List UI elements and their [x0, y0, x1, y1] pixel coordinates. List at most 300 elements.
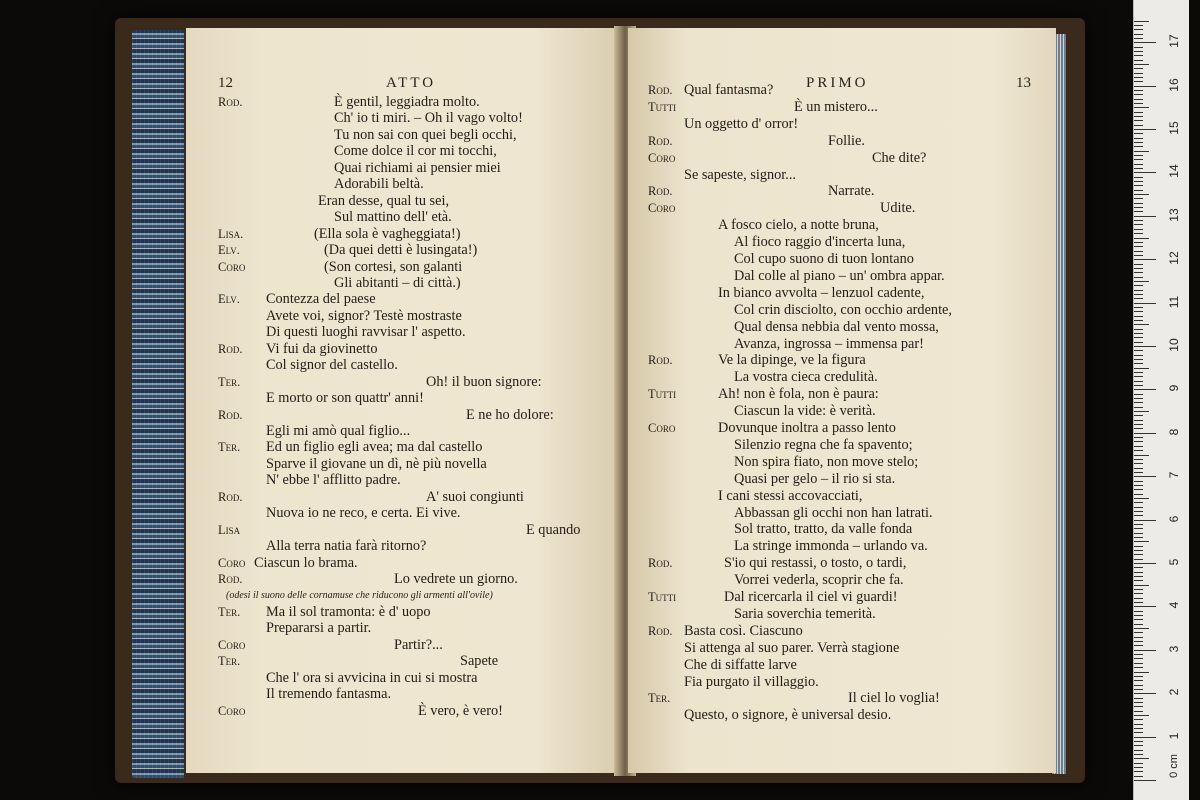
ruler-tick [1134, 346, 1156, 347]
verse-line: Dal colle al piano – un' ombra appar. [734, 267, 945, 284]
ruler-tick [1134, 767, 1143, 768]
verse-line: Follie. [828, 132, 865, 149]
measuring-ruler [1133, 0, 1189, 800]
ruler-tick [1134, 528, 1143, 529]
verse-line: Non spira fiato, non move stelo; [734, 453, 919, 470]
ruler-tick [1134, 541, 1149, 542]
ruler-tick [1134, 724, 1143, 725]
ruler-tick [1134, 533, 1143, 534]
ruler-tick [1134, 342, 1143, 343]
ruler-tick [1134, 324, 1149, 325]
ruler-tick [1134, 376, 1143, 377]
ruler-tick [1134, 99, 1143, 100]
ruler-tick [1134, 185, 1143, 186]
ruler-tick [1134, 698, 1143, 699]
ruler-tick [1134, 489, 1143, 490]
speaker-label: Ter. [218, 604, 241, 619]
speaker-label: Rod. [218, 407, 243, 422]
verse-line: Che l' ora si avvicina in cui si mostra [266, 669, 478, 686]
ruler-tick [1134, 21, 1149, 22]
verse-line: È un mistero... [794, 98, 878, 115]
verse-line: E quando [526, 521, 581, 538]
ruler-tick [1134, 750, 1143, 751]
ruler-tick [1134, 25, 1143, 26]
ruler-number: 4 [1167, 602, 1181, 609]
verse-line: N' ebbe l' afflitto padre. [266, 472, 401, 489]
ruler-tick [1134, 672, 1149, 673]
ruler-tick [1134, 415, 1143, 416]
speaker-label: Rod. [648, 133, 673, 148]
ruler-number: 12 [1167, 251, 1181, 265]
verse-line: Dal ricercarla il ciel vi guardi! [724, 589, 898, 605]
ruler-tick [1134, 741, 1143, 742]
ruler-tick [1134, 676, 1143, 677]
verse-line: Che di siffatte larve [684, 656, 797, 673]
ruler-tick [1134, 29, 1143, 30]
ruler-tick [1134, 133, 1143, 134]
ruler-tick [1134, 433, 1156, 434]
ruler-tick [1134, 181, 1143, 182]
verse-line: Qual fantasma? [684, 82, 774, 98]
verse-line: Vi fui da giovinetto [266, 340, 378, 357]
ruler-tick [1134, 485, 1143, 486]
verse-line: Come dolce il cor mi tocchi, [334, 143, 497, 160]
verse-line: Col signor del castello. [266, 357, 398, 374]
ruler-tick [1134, 177, 1143, 178]
ruler-tick [1134, 680, 1143, 681]
ruler-number: 16 [1167, 77, 1181, 92]
verse-line: Quasi per gelo – il rio si sta. [734, 470, 896, 487]
ruler-tick [1134, 641, 1143, 642]
verse-line: (Son cortesi, son galanti [324, 258, 463, 275]
verse-line: Questo, o signore, è universal desio. [684, 707, 892, 724]
speaker-label: Tutti [648, 387, 677, 402]
ruler-tick [1134, 251, 1143, 252]
ruler-tick [1134, 233, 1143, 234]
ruler-number: 1 [1167, 732, 1181, 739]
ruler-tick [1134, 737, 1156, 738]
speaker-label: Rod. [648, 353, 673, 368]
verse-line: Tu non sai con quei begli occhi, [334, 126, 517, 143]
ruler-tick [1134, 381, 1143, 382]
verse-line: In bianco avvolta – lenzuol cadente, [718, 284, 925, 301]
verse-line: Dovunque inoltra a passo lento [718, 420, 896, 436]
verse-line: Che dite? [872, 149, 927, 166]
ruler-tick [1134, 515, 1143, 516]
speaker-label: Ter. [218, 374, 241, 389]
ruler-tick [1134, 255, 1143, 256]
ruler-tick [1134, 654, 1143, 655]
ruler-tick [1134, 476, 1156, 477]
ruler-tick [1134, 363, 1143, 364]
page-number-left: 12 [218, 75, 233, 91]
verse-line: Sol tratto, tratto, da valle fonda [734, 521, 913, 538]
speaker-label: Tutti [648, 590, 677, 604]
ruler-tick [1134, 389, 1156, 390]
ruler-tick [1134, 34, 1143, 35]
ruler-tick [1134, 637, 1143, 638]
ruler-tick [1134, 589, 1143, 590]
verse-line: Vorrei vederla, scoprir che fa. [734, 572, 904, 589]
verse-line: Egli mi amò qual figlio... [266, 423, 411, 439]
ruler-tick [1134, 224, 1143, 225]
verse-line: E morto or son quattr' anni! [266, 390, 424, 407]
ruler-tick [1134, 229, 1143, 230]
ruler-tick [1134, 554, 1143, 555]
ruler-tick [1134, 576, 1143, 577]
ruler-tick [1134, 51, 1143, 52]
ruler-tick [1134, 64, 1149, 65]
speaker-label: Lisa. [218, 226, 244, 241]
verse-line: Se sapeste, signor... [684, 166, 796, 183]
speaker-label: Rod. [218, 489, 243, 504]
ruler-tick [1134, 285, 1143, 286]
verse-line: Contezza del paese [266, 291, 376, 308]
ruler-tick [1134, 559, 1143, 560]
ruler-tick [1134, 198, 1143, 199]
right-page [628, 28, 1056, 773]
ruler-tick [1134, 38, 1143, 39]
ruler-number: 3 [1167, 645, 1181, 653]
ruler-tick [1134, 706, 1143, 707]
ruler-tick [1134, 316, 1143, 317]
ruler-tick [1134, 632, 1143, 633]
verse-line: Ciascun la vide: è verità. [734, 403, 876, 420]
verse-line: Qual densa nebbia dal vento mossa, [734, 318, 939, 335]
verse-line: I cani stessi accovacciati, [718, 487, 863, 504]
ruler-number: 13 [1167, 208, 1181, 222]
ruler-tick [1134, 498, 1149, 499]
ruler-tick [1134, 407, 1143, 408]
verse-line: La stringe immonda – urlando va. [734, 538, 928, 555]
ruler-tick [1134, 624, 1143, 625]
verse-line: Un oggetto d' orror! [684, 115, 799, 132]
ruler-tick [1134, 242, 1143, 243]
speaker-label: Coro [218, 259, 246, 274]
left-page [186, 28, 620, 773]
ruler-tick [1134, 693, 1156, 694]
ruler-tick [1134, 758, 1149, 759]
verse-line: Prepararsi a partir. [266, 620, 372, 637]
ruler-tick [1134, 155, 1143, 156]
verse-line: È vero, è vero! [418, 702, 503, 719]
ruler-tick [1134, 441, 1143, 442]
ruler-tick [1134, 411, 1149, 412]
ruler-tick [1134, 520, 1156, 521]
verse-line: E ne ho dolore: [466, 406, 554, 423]
ruler-tick [1134, 277, 1143, 278]
ruler-tick [1134, 771, 1143, 772]
speaker-label: Coro [648, 421, 676, 435]
ruler-tick [1134, 593, 1143, 594]
ruler-tick [1134, 763, 1143, 764]
verse-line: Col cupo suono di tuon lontano [734, 251, 914, 267]
ruler-tick [1134, 125, 1143, 126]
verse-line: Ed un figlio egli avea; ma dal castello [266, 439, 483, 456]
ruler-tick [1134, 537, 1143, 538]
ruler-tick [1134, 264, 1143, 265]
ruler-tick [1134, 220, 1143, 221]
verse-line: Adorabili beltà. [334, 176, 424, 193]
ruler-tick [1134, 424, 1143, 425]
speaker-label: Rod. [218, 341, 243, 356]
running-head-right: PRIMO [806, 75, 869, 91]
ruler-tick [1134, 129, 1156, 130]
speaker-label: Coro [218, 555, 246, 570]
ruler-tick [1134, 303, 1156, 304]
ruler-tick [1134, 238, 1149, 239]
verse-line: Sapete [460, 653, 499, 670]
verse-line: La vostra cieca credulità. [734, 369, 878, 386]
ruler-tick [1134, 142, 1143, 143]
ruler-tick [1134, 55, 1143, 56]
ruler-tick [1134, 103, 1143, 104]
verse-line: Lo vedrete un giorno. [394, 571, 518, 588]
ruler-tick [1134, 615, 1143, 616]
ruler-tick [1134, 611, 1143, 612]
ruler-tick [1134, 355, 1143, 356]
speaker-label: Coro [218, 703, 246, 718]
ruler-tick [1134, 203, 1143, 204]
verse-line: Avanza, ingrossa – immensa par! [734, 335, 924, 352]
verse-line: A' suoi congiunti [426, 488, 524, 505]
ruler-tick [1134, 507, 1143, 508]
ruler-number: 10 [1167, 338, 1181, 352]
ruler-tick [1134, 311, 1143, 312]
verse-line: Ah! non è fola, non è paura: [718, 386, 879, 403]
ruler-tick [1134, 546, 1143, 547]
ruler-unit-label: 0 cm [1167, 754, 1180, 778]
ruler-tick [1134, 463, 1143, 464]
ruler-tick [1134, 719, 1143, 720]
speaker-label: Coro [648, 150, 676, 165]
ruler-tick [1134, 420, 1143, 421]
ruler-tick [1134, 294, 1143, 295]
ruler-tick [1134, 428, 1143, 429]
ruler-tick [1134, 402, 1143, 403]
ruler-tick [1134, 320, 1143, 321]
verse-line: Alla terra natia farà ritorno? [266, 538, 427, 555]
ruler-tick [1134, 350, 1143, 351]
ruler-tick [1134, 702, 1143, 703]
ruler-tick [1134, 207, 1143, 208]
verse-line: (Da quei detti è lusingata!) [324, 242, 478, 259]
verse-line: Si attenga al suo parer. Verrà stagione [684, 639, 900, 656]
verse-line: Ch' io ti miri. – Oh il vago volto! [334, 110, 523, 127]
ruler-tick [1134, 602, 1143, 603]
verse-line: Il tremendo fantasma. [266, 686, 392, 703]
speaker-label: Ter. [218, 440, 241, 455]
ruler-number: 14 [1167, 164, 1181, 179]
ruler-tick [1134, 598, 1143, 599]
verse-line: Ve la dipinge, ve la figura [718, 352, 866, 369]
speaker-label: Rod. [648, 184, 673, 199]
ruler-tick [1134, 368, 1149, 369]
page-number-right: 13 [1016, 75, 1031, 91]
speaker-label: Rod. [648, 83, 673, 97]
ruler-tick [1134, 159, 1143, 160]
ruler-tick [1134, 745, 1143, 746]
verse-line: (Ella sola è vagheggiata!) [314, 225, 461, 242]
ruler-tick [1134, 658, 1143, 659]
speaker-label: Elv. [218, 292, 240, 307]
ruler-tick [1134, 290, 1143, 291]
ruler-tick [1134, 164, 1143, 165]
ruler-tick [1134, 77, 1143, 78]
ruler-tick [1134, 307, 1143, 308]
verse-line: Ma il sol tramonta: è d' uopo [266, 603, 431, 620]
ruler-number: 15 [1167, 121, 1181, 135]
speaker-label: Rod. [648, 556, 673, 571]
ruler-tick [1134, 481, 1143, 482]
verse-line: Partir?... [394, 636, 443, 653]
verse-line: Oh! il buon signore: [426, 373, 542, 390]
ruler-tick [1134, 667, 1143, 668]
ruler-tick [1134, 585, 1149, 586]
ruler-tick [1134, 116, 1143, 117]
speaker-label: Rod. [218, 572, 243, 587]
verse-line: Il ciel lo voglia! [848, 690, 940, 707]
speaker-label: Ter. [648, 691, 671, 706]
ruler-number: 9 [1167, 385, 1181, 392]
ruler-tick [1134, 628, 1149, 629]
ruler-tick [1134, 650, 1156, 651]
speaker-label: Ter. [218, 654, 241, 669]
verse-line: Abbassan gli occhi non han latrati. [734, 504, 933, 521]
verse-line: S'io qui restassi, o tosto, o tardi, [724, 555, 907, 572]
ruler-tick [1134, 732, 1143, 733]
ruler-tick [1134, 728, 1143, 729]
ruler-tick [1134, 298, 1143, 299]
verse-line: Di questi luoghi ravvisar l' aspetto. [266, 324, 466, 341]
ruler-tick [1134, 446, 1143, 447]
ruler-tick [1134, 567, 1143, 568]
verse-line: Sparve il giovane un dì, nè più novella [266, 455, 487, 472]
verse-line: Al fioco raggio d'incerta luna, [734, 234, 906, 251]
ruler-tick [1134, 211, 1143, 212]
ruler-tick [1134, 455, 1149, 456]
speaker-label: Lisa [218, 522, 241, 537]
ruler-tick [1134, 715, 1149, 716]
verse-line: Sul mattino dell' età. [334, 209, 452, 226]
ruler-tick [1134, 437, 1143, 438]
ruler-tick [1134, 689, 1143, 690]
speaker-label: Coro [648, 201, 676, 216]
ruler-tick [1134, 86, 1156, 87]
ruler-tick [1134, 333, 1143, 334]
ruler-tick [1134, 563, 1156, 564]
ruler-tick [1134, 190, 1143, 191]
ruler-tick [1134, 780, 1156, 781]
ruler-number: 11 [1167, 295, 1181, 308]
ruler-tick [1134, 73, 1143, 74]
ruler-tick [1134, 359, 1143, 360]
verse-line: Eran desse, qual tu sei, [318, 192, 450, 209]
ruler-tick [1134, 511, 1143, 512]
ruler-tick [1134, 146, 1143, 147]
ruler-tick [1134, 663, 1143, 664]
ruler-tick [1134, 216, 1156, 217]
speaker-label: Rod. [648, 623, 673, 638]
ruler-number: 5 [1167, 558, 1181, 566]
ruler-tick [1134, 394, 1143, 395]
ruler-tick [1134, 268, 1143, 269]
speaker-label: Coro [218, 637, 246, 652]
ruler-number: 2 [1167, 688, 1181, 696]
verse-line: È gentil, leggiadra molto. [334, 94, 480, 110]
ruler-tick [1134, 107, 1149, 108]
ruler-tick [1134, 168, 1143, 169]
ruler-tick [1134, 81, 1143, 82]
ruler-tick [1134, 68, 1143, 69]
ruler-tick [1134, 281, 1149, 282]
verse-line: Basta così. Ciascuno [684, 622, 803, 639]
ruler-tick [1134, 711, 1143, 712]
ruler-tick [1134, 151, 1149, 152]
verse-line: Fia purgato il villaggio. [684, 673, 819, 690]
ruler-tick [1134, 502, 1143, 503]
ruler-tick [1134, 337, 1143, 338]
verse-line: Ciascun lo brama. [254, 554, 358, 571]
ruler-tick [1134, 246, 1143, 247]
ruler-tick [1134, 472, 1143, 473]
ruler-tick [1134, 172, 1156, 173]
ruler-tick [1134, 550, 1143, 551]
ruler-tick [1134, 685, 1143, 686]
ruler-tick [1134, 459, 1143, 460]
ruler-tick [1134, 60, 1143, 61]
verse-line: Udite. [880, 200, 916, 217]
ruler-tick [1134, 329, 1143, 330]
ruler-tick [1134, 259, 1156, 260]
ruler-tick [1134, 120, 1143, 121]
ruler-tick [1134, 138, 1143, 139]
ruler-tick [1134, 606, 1156, 607]
verse-line: Quai richiami ai pensier miei [334, 159, 501, 176]
ruler-number: 8 [1167, 428, 1181, 436]
ruler-tick [1134, 524, 1143, 525]
ruler-tick [1134, 398, 1143, 399]
speaker-label: Rod. [218, 95, 243, 109]
ruler-tick [1134, 776, 1143, 777]
ruler-tick [1134, 468, 1143, 469]
ruler-tick [1134, 94, 1143, 95]
stage-direction: (odesi il suono delle cornamuse che riducono gli armenti all'ovile) [226, 589, 493, 601]
ruler-tick [1134, 42, 1156, 43]
ruler-number: 6 [1167, 515, 1181, 522]
verse-line: Narrate. [828, 183, 875, 200]
ruler-tick [1134, 272, 1143, 273]
running-head-left: ATTO [386, 75, 437, 91]
ruler-number: 17 [1167, 34, 1181, 48]
ruler-tick [1134, 645, 1143, 646]
ruler-tick [1134, 754, 1143, 755]
verse-line: Gli abitanti – di città.) [334, 274, 461, 291]
ruler-tick [1134, 385, 1143, 386]
ruler-tick [1134, 372, 1143, 373]
speaker-label: Elv. [218, 243, 240, 258]
ruler-tick [1134, 450, 1143, 451]
ruler-tick [1134, 90, 1143, 91]
speaker-label: Tutti [648, 99, 677, 114]
verse-line: Silenzio regna che fa spavento; [734, 436, 913, 453]
verse-line: Col crin disciolto, con occhio ardente, [734, 301, 952, 318]
ruler-number: 7 [1167, 471, 1181, 479]
verse-line: A fosco cielo, a notte bruna, [718, 217, 879, 234]
verse-line: Nuova io ne reco, e certa. Ei vive. [266, 505, 461, 522]
ruler-tick [1134, 494, 1143, 495]
ruler-tick [1134, 112, 1143, 113]
